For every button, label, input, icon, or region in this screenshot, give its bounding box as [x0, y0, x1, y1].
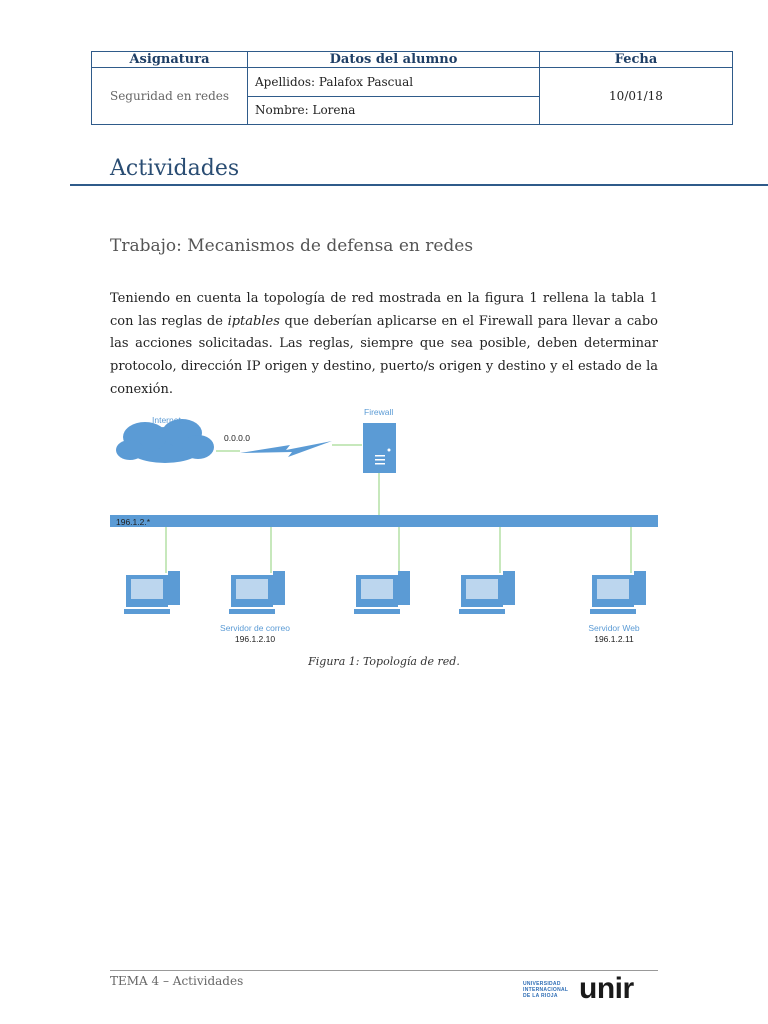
subject-cell: Seguridad en redes	[92, 68, 248, 125]
footer-text: TEMA 4 – Actividades	[110, 974, 244, 988]
internet-label: Internet	[152, 415, 181, 425]
unir-logo	[523, 972, 663, 1008]
section-title: Actividades	[110, 156, 240, 181]
lightning-bolt-icon	[240, 441, 332, 457]
paragraph-text-after: que deberían aplicarse en el Firewall para llevar a cabo las acciones solicitadas. Las reglas, siempre que sea posible, deben determinar protocolo, dirección IP origen y destino, puerto/s origen y destino y el estado de la conexión.	[110, 313, 658, 397]
logo-line-2: INTERNACIONAL	[523, 987, 569, 993]
computer-icon	[354, 571, 410, 614]
logo-line-3: DE LA RIOJA	[523, 993, 558, 999]
logo-university-text	[523, 981, 568, 999]
footer-divider	[110, 970, 658, 971]
mail-server-label: Servidor de correo	[220, 623, 290, 633]
computer-icon	[124, 571, 180, 614]
date-cell: 10/01/18	[540, 68, 733, 125]
network-topology-diagram	[100, 395, 670, 655]
header-table	[91, 51, 733, 125]
section-divider	[70, 184, 768, 186]
page-subtitle: Trabajo: Mecanismos de defensa en redes	[110, 236, 474, 256]
cloud-icon	[116, 419, 214, 463]
network-label: 196.1.2.*	[116, 517, 151, 527]
internet-ip: 0.0.0.0	[224, 433, 250, 443]
computer-icon	[590, 571, 646, 614]
surnames-cell: Apellidos: Palafox Pascual	[248, 68, 540, 96]
firewall-server-icon	[363, 423, 396, 473]
header-col-date: Fecha	[540, 52, 733, 68]
web-server-label: Servidor Web	[588, 623, 640, 633]
computer-icon	[229, 571, 285, 614]
figure-caption: Figura 1: Topología de red.	[308, 655, 460, 668]
computer-icon	[459, 571, 515, 614]
header-col-student: Datos del alumno	[248, 52, 540, 68]
paragraph-emphasis: iptables	[227, 313, 280, 329]
network-bus	[110, 515, 658, 527]
logo-line-1: UNIVERSIDAD	[523, 981, 561, 987]
header-col-subject: Asignatura	[92, 52, 248, 68]
mail-server-ip: 196.1.2.10	[234, 634, 276, 644]
web-server-ip: 196.1.2.11	[594, 634, 634, 644]
instructions-paragraph	[110, 288, 658, 402]
name-cell: Nombre: Lorena	[248, 96, 540, 124]
paragraph-text-before: Teniendo en cuenta la topología de red mostrada en la figura 1 rellena la tabla 1 con las reglas de	[110, 291, 658, 329]
logo-wordmark: unir	[579, 972, 634, 1005]
firewall-label: Firewall	[364, 407, 394, 417]
